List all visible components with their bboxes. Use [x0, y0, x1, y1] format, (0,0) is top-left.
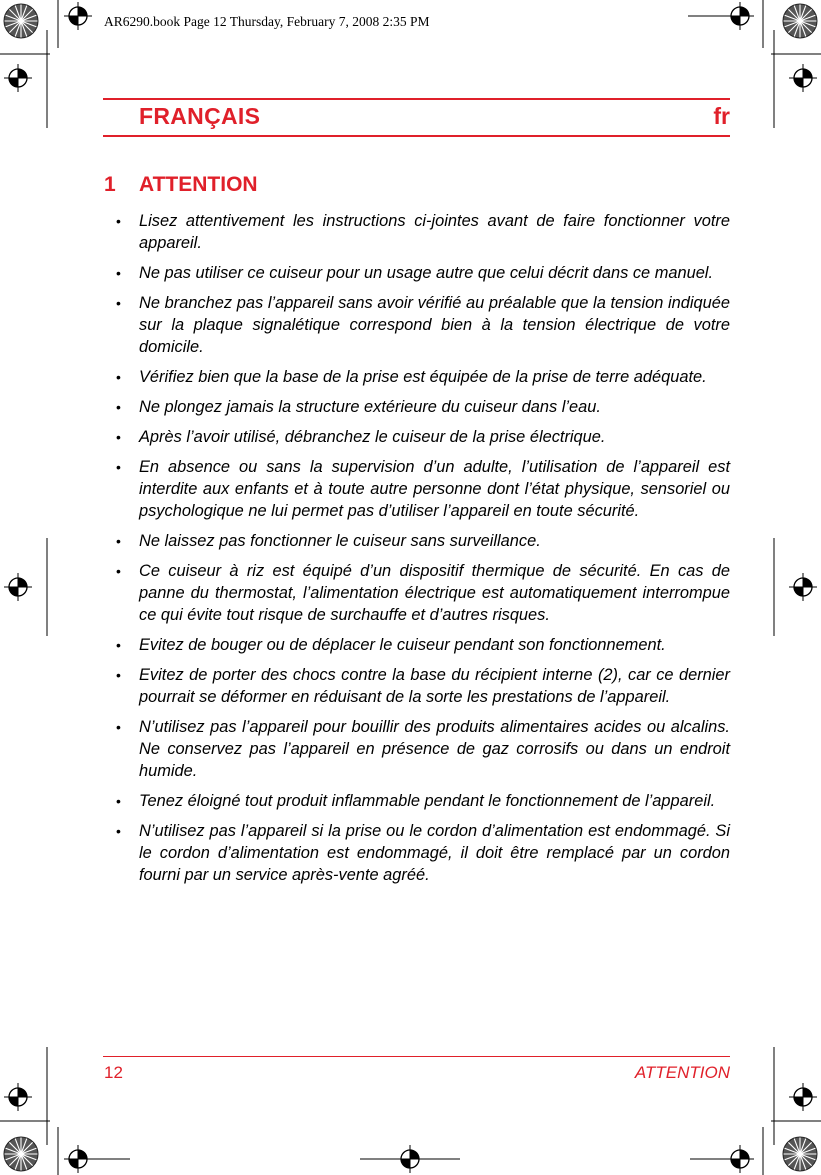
list-item: • En absence ou sans la supervision d’un adulte, l’utilisation de l’appareil est interdite aux enfants et à toute autre personne dont l’état physique, sensoriel ou psychologique ne lui permet pas d’utiliser l’appareil en toute sécurité. — [139, 456, 730, 522]
header-title: FRANÇAIS — [139, 103, 261, 129]
list-item: • Après l’avoir utilisé, débranchez le cuiseur de la prise électrique. — [139, 426, 730, 448]
footer-title: ATTENTION — [634, 1063, 730, 1082]
list-item: • Ne branchez pas l’appareil sans avoir vérifié au préalable que la tension indiquée sur la plaque signalétique correspond bien à la tension électrique de votre domicile. — [139, 292, 730, 358]
page-number: 12 — [104, 1063, 123, 1082]
header-rule-top — [103, 98, 730, 100]
section-title: ATTENTION — [139, 173, 258, 196]
list-item: • Lisez attentivement les instructions ci-jointes avant de faire fonctionner votre appareil. — [139, 210, 730, 254]
list-item: • Evitez de bouger ou de déplacer le cuiseur pendant son fonctionnement. — [139, 634, 730, 656]
section-number: 1 — [104, 173, 116, 196]
list-item: • Tenez éloigné tout produit inflammable pendant le fonctionnement de l’appareil. — [139, 790, 730, 812]
header-language: fr — [713, 103, 730, 129]
footer-rule — [103, 1056, 730, 1057]
print-slug: AR6290.book Page 12 Thursday, February 7, 2008 2:35 PM — [104, 14, 430, 29]
list-item: • N’utilisez pas l’appareil pour bouillir des produits alimentaires acides ou alcalins. Ne conservez pas l’appareil en présence de gaz corrosifs ou dans un endroit humide. — [139, 716, 730, 782]
list-item: • Vérifiez bien que la base de la prise est équipée de la prise de terre adéquate. — [139, 366, 730, 388]
list-item: • Ne pas utiliser ce cuiseur pour un usage autre que celui décrit dans ce manuel. — [139, 262, 730, 284]
list-item: • Evitez de porter des chocs contre la base du récipient interne (2), car ce dernier pourrait se déformer en réduisant de la sorte les prestations de l’appareil. — [139, 664, 730, 708]
list-item: • N’utilisez pas l’appareil si la prise ou le cordon d’alimentation est endommagé. Si le cordon d’alimentation est endommagé, il doit être remplacé par un cordon fourni par un service après-vente agréé. — [139, 820, 730, 886]
list-item: • Ne laissez pas fonctionner le cuiseur sans surveillance. — [139, 530, 730, 552]
list-item: • Ce cuiseur à riz est équipé d’un dispositif thermique de sécurité. En cas de panne du thermostat, l’alimentation électrique est automatiquement interrompue ce qui évite tout risque de surchauffe et d’autres risques. — [139, 560, 730, 626]
list-item: • Ne plongez jamais la structure extérieure du cuiseur dans l’eau. — [139, 396, 730, 418]
attention-list — [139, 210, 730, 894]
header-rule-bottom — [103, 135, 730, 137]
